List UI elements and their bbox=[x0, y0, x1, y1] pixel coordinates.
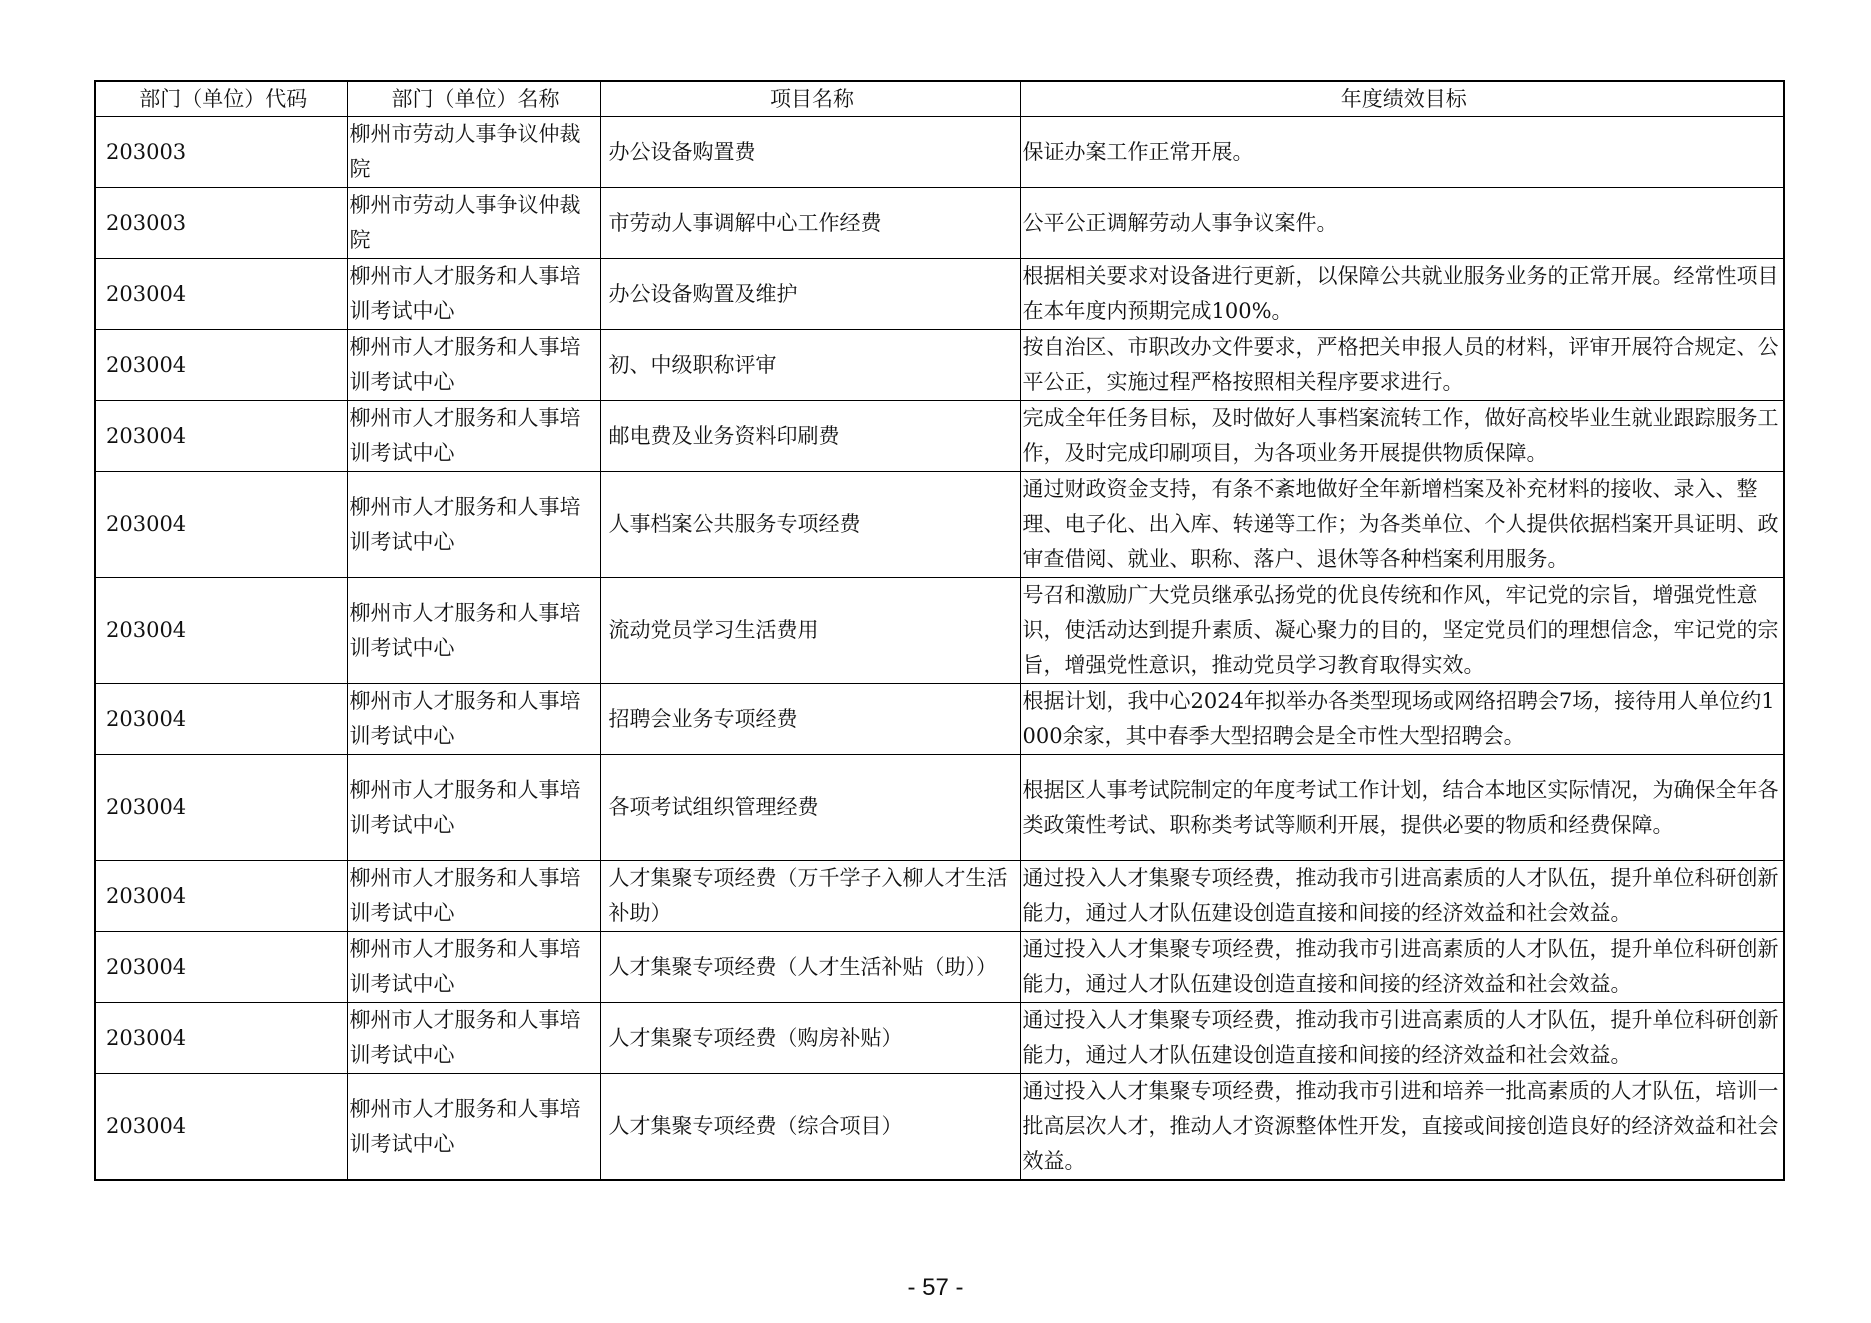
cell-dept-code: 203004 bbox=[95, 861, 347, 932]
table-row bbox=[95, 1003, 1784, 1074]
cell-dept-name: 柳州市劳动人事争议仲裁院 bbox=[347, 117, 600, 188]
cell-dept-name: 柳州市劳动人事争议仲裁院 bbox=[347, 188, 600, 259]
table-row bbox=[95, 578, 1784, 684]
table-row bbox=[95, 472, 1784, 578]
cell-project-name: 市劳动人事调解中心工作经费 bbox=[600, 188, 1020, 259]
cell-dept-name: 柳州市人才服务和人事培训考试中心 bbox=[347, 1003, 600, 1074]
table-row bbox=[95, 117, 1784, 188]
cell-project-name: 招聘会业务专项经费 bbox=[600, 684, 1020, 755]
cell-project-name: 人才集聚专项经费（万千学子入柳人才生活补助） bbox=[600, 861, 1020, 932]
cell-project-name: 办公设备购置费 bbox=[600, 117, 1020, 188]
cell-dept-code: 203004 bbox=[95, 401, 347, 472]
cell-dept-code: 203004 bbox=[95, 578, 347, 684]
table-header-row bbox=[95, 81, 1784, 117]
cell-dept-code: 203004 bbox=[95, 472, 347, 578]
cell-dept-name: 柳州市人才服务和人事培训考试中心 bbox=[347, 472, 600, 578]
cell-dept-code: 203004 bbox=[95, 932, 347, 1003]
cell-annual-goal: 根据区人事考试院制定的年度考试工作计划，结合本地区实际情况，为确保全年各类政策性考试、职称类考试等顺利开展，提供必要的物质和经费保障。 bbox=[1020, 755, 1784, 861]
cell-dept-code: 203004 bbox=[95, 1003, 347, 1074]
table-row bbox=[95, 401, 1784, 472]
cell-project-name: 流动党员学习生活费用 bbox=[600, 578, 1020, 684]
cell-annual-goal: 通过投入人才集聚专项经费，推动我市引进和培养一批高素质的人才队伍，培训一批高层次人才，推动人才资源整体性开发，直接或间接创造良好的经济效益和社会效益。 bbox=[1020, 1074, 1784, 1181]
cell-project-name: 人才集聚专项经费（人才生活补贴（助）） bbox=[600, 932, 1020, 1003]
table-row bbox=[95, 755, 1784, 861]
cell-dept-name: 柳州市人才服务和人事培训考试中心 bbox=[347, 330, 600, 401]
table-row bbox=[95, 684, 1784, 755]
performance-goals-table bbox=[94, 80, 1785, 1181]
cell-annual-goal: 公平公正调解劳动人事争议案件。 bbox=[1020, 188, 1784, 259]
cell-project-name: 邮电费及业务资料印刷费 bbox=[600, 401, 1020, 472]
cell-annual-goal: 通过财政资金支持，有条不紊地做好全年新增档案及补充材料的接收、录入、整理、电子化、出入库、转递等工作；为各类单位、个人提供依据档案开具证明、政审查借阅、就业、职称、落户、退休等各种档案利用服务。 bbox=[1020, 472, 1784, 578]
table-row bbox=[95, 259, 1784, 330]
cell-project-name: 人才集聚专项经费（综合项目） bbox=[600, 1074, 1020, 1181]
cell-project-name: 初、中级职称评审 bbox=[600, 330, 1020, 401]
cell-dept-name: 柳州市人才服务和人事培训考试中心 bbox=[347, 259, 600, 330]
cell-project-name: 办公设备购置及维护 bbox=[600, 259, 1020, 330]
cell-dept-code: 203004 bbox=[95, 259, 347, 330]
performance-table-container bbox=[94, 80, 1783, 1181]
table-row bbox=[95, 1074, 1784, 1181]
cell-dept-name: 柳州市人才服务和人事培训考试中心 bbox=[347, 861, 600, 932]
cell-annual-goal: 通过投入人才集聚专项经费，推动我市引进高素质的人才队伍，提升单位科研创新能力，通过人才队伍建设创造直接和间接的经济效益和社会效益。 bbox=[1020, 1003, 1784, 1074]
cell-annual-goal: 按自治区、市职改办文件要求，严格把关申报人员的材料，评审开展符合规定、公平公正，实施过程严格按照相关程序要求进行。 bbox=[1020, 330, 1784, 401]
header-annual-goal: 年度绩效目标 bbox=[1020, 81, 1784, 117]
cell-dept-name: 柳州市人才服务和人事培训考试中心 bbox=[347, 755, 600, 861]
page-number: - 57 - bbox=[907, 1274, 964, 1301]
cell-dept-code: 203004 bbox=[95, 684, 347, 755]
table-row bbox=[95, 188, 1784, 259]
cell-project-name: 人事档案公共服务专项经费 bbox=[600, 472, 1020, 578]
cell-dept-code: 203004 bbox=[95, 330, 347, 401]
table-row bbox=[95, 932, 1784, 1003]
cell-annual-goal: 通过投入人才集聚专项经费，推动我市引进高素质的人才队伍，提升单位科研创新能力，通过人才队伍建设创造直接和间接的经济效益和社会效益。 bbox=[1020, 861, 1784, 932]
cell-project-name: 人才集聚专项经费（购房补贴） bbox=[600, 1003, 1020, 1074]
cell-dept-code: 203003 bbox=[95, 117, 347, 188]
cell-dept-code: 203004 bbox=[95, 1074, 347, 1181]
cell-dept-code: 203004 bbox=[95, 755, 347, 861]
cell-annual-goal: 号召和激励广大党员继承弘扬党的优良传统和作风，牢记党的宗旨，增强党性意识，使活动达到提升素质、凝心聚力的目的，坚定党员们的理想信念，牢记党的宗旨，增强党性意识，推动党员学习教育取得实效。 bbox=[1020, 578, 1784, 684]
cell-dept-name: 柳州市人才服务和人事培训考试中心 bbox=[347, 1074, 600, 1181]
cell-dept-name: 柳州市人才服务和人事培训考试中心 bbox=[347, 684, 600, 755]
table-row bbox=[95, 861, 1784, 932]
header-dept-name: 部门（单位）名称 bbox=[347, 81, 600, 117]
cell-annual-goal: 通过投入人才集聚专项经费，推动我市引进高素质的人才队伍，提升单位科研创新能力，通过人才队伍建设创造直接和间接的经济效益和社会效益。 bbox=[1020, 932, 1784, 1003]
cell-dept-name: 柳州市人才服务和人事培训考试中心 bbox=[347, 578, 600, 684]
cell-annual-goal: 保证办案工作正常开展。 bbox=[1020, 117, 1784, 188]
cell-dept-code: 203003 bbox=[95, 188, 347, 259]
cell-dept-name: 柳州市人才服务和人事培训考试中心 bbox=[347, 932, 600, 1003]
cell-dept-name: 柳州市人才服务和人事培训考试中心 bbox=[347, 401, 600, 472]
cell-project-name: 各项考试组织管理经费 bbox=[600, 755, 1020, 861]
cell-annual-goal: 根据计划，我中心2024年拟举办各类型现场或网络招聘会7场，接待用人单位约1000余家，其中春季大型招聘会是全市性大型招聘会。 bbox=[1020, 684, 1784, 755]
header-project-name: 项目名称 bbox=[600, 81, 1020, 117]
cell-annual-goal: 根据相关要求对设备进行更新，以保障公共就业服务业务的正常开展。经常性项目在本年度内预期完成100%。 bbox=[1020, 259, 1784, 330]
header-dept-code: 部门（单位）代码 bbox=[95, 81, 347, 117]
cell-annual-goal: 完成全年任务目标，及时做好人事档案流转工作，做好高校毕业生就业跟踪服务工作，及时完成印刷项目，为各项业务开展提供物质保障。 bbox=[1020, 401, 1784, 472]
table-row bbox=[95, 330, 1784, 401]
